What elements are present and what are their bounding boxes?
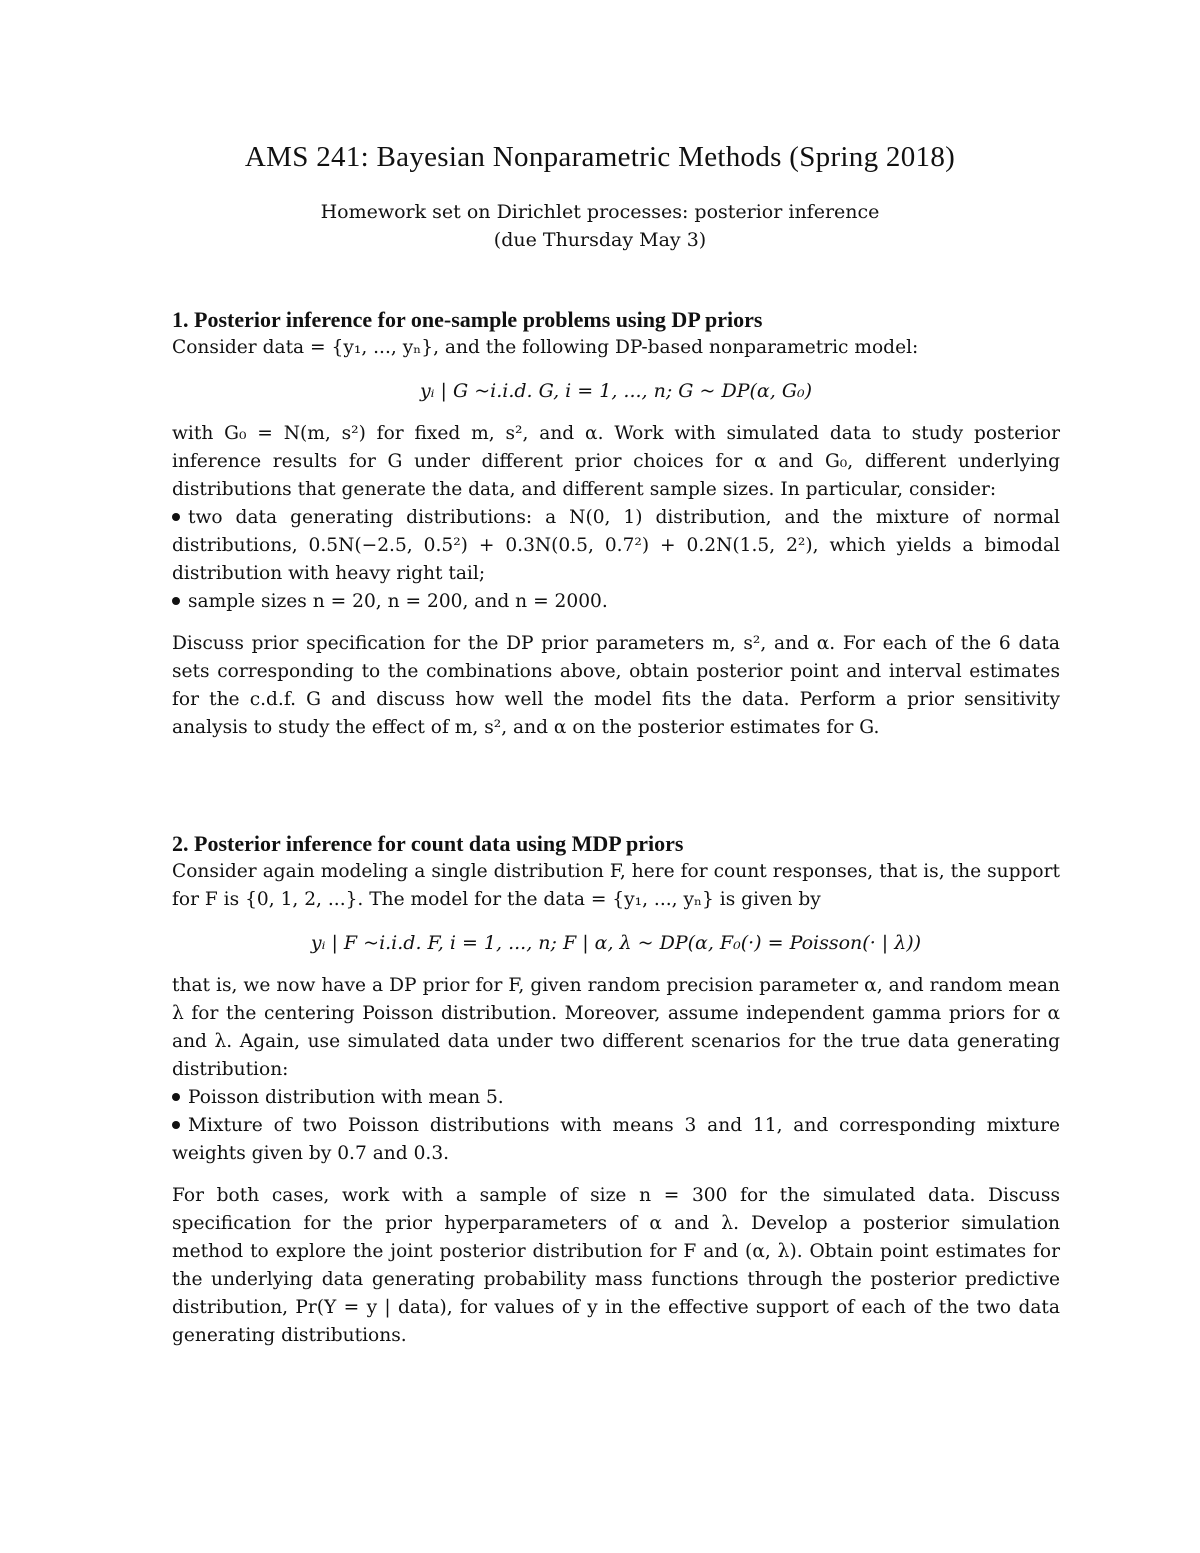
section-2-paragraph-2: For both cases, work with a sample of size n = 300 for the simulated data. Discuss specification for the prior hyperparameters of α and λ. Develop a posterior simulation method to explore the joint posterior distribution for F and (α, λ). Obtain point estimates for the underlying data generating probability mass functions through the posterior predictive distribution, Pr(Y = y | data), for values of y in the effective support of each of the two data generating distributions. <box>172 1185 1060 1346</box>
section-1-paragraph-1: with G₀ = N(m, s²) for fixed m, s², and α. Work with simulated data to study posterior inference results for G under different prior choices for α and G₀, different underlying distributions that generate the data, and different sample sizes. In particular, consider: <box>172 423 1060 500</box>
section-2-equation: yᵢ | F ~i.i.d. F, i = 1, ..., n; F | α, λ ~ DP(α, F₀(·) = Poisson(· | λ)) <box>310 932 922 954</box>
section-1-equation: yᵢ | G ~i.i.d. G, i = 1, ..., n; G ~ DP(α, G₀) <box>419 380 813 402</box>
document-subtitle: Homework set on Dirichlet processes: posterior inference <box>320 201 880 223</box>
section-2-bullet-2-text: Mixture of two Poisson distributions with means 3 and 11, and corresponding mixture weights given by 0.7 and 0.3. <box>172 1115 1060 1164</box>
section-2-bullet-1 <box>172 1084 1060 1112</box>
section-1-bullet-1-text: two data generating distributions: a N(0, 1) distribution, and the mixture of normal distributions, 0.5N(−2.5, 0.5²) + 0.3N(0.5, 0.7²) + 0.2N(1.5, 2²), which yields a bimodal distribution with heavy right tail; <box>172 507 1060 584</box>
bullet-dot <box>172 1093 180 1101</box>
section-1-heading: 1. Posterior inference for one-sample problems using DP priors <box>172 307 763 332</box>
bullet-dot <box>172 513 180 521</box>
section-1-paragraph-2: Discuss prior specification for the DP prior parameters m, s², and α. For each of the 6 data sets corresponding to the combinations above, obtain posterior point and interval estimates for the c.d.f. G and discuss how well the model fits the data. Perform a prior sensitivity analysis to study the effect of m, s², and α on the posterior estimates for G. <box>172 633 1060 738</box>
document-title: AMS 241: Bayesian Nonparametric Methods (Spring 2018) <box>244 141 956 173</box>
section-2-bullet-1-text: Poisson distribution with mean 5. <box>188 1087 504 1108</box>
section-1-intro: Consider data = {y₁, ..., yₙ}, and the following DP-based nonparametric model: <box>172 337 919 358</box>
section-1-bullet-1 <box>172 504 1060 588</box>
section-1 <box>172 306 1060 742</box>
section-2-intro: Consider again modeling a single distribution F, here for count responses, that is, the support for F is {0, 1, 2, ...}. The model for the data = {y₁, ..., yₙ} is given by <box>172 861 1060 910</box>
section-1-bullet-2-text: sample sizes n = 20, n = 200, and n = 2000. <box>188 591 608 612</box>
section-2 <box>172 830 1060 1350</box>
due-date: (due Thursday May 3) <box>493 229 707 251</box>
section-2-heading: 2. Posterior inference for count data using MDP priors <box>172 831 684 856</box>
section-1-bullet-2 <box>172 588 1060 616</box>
section-2-paragraph-1: that is, we now have a DP prior for F, given random precision parameter α, and random mean λ for the centering Poisson distribution. Moreover, assume independent gamma priors for α and λ. Again, use simulated data under two different scenarios for the true data generating distribution: <box>172 975 1060 1080</box>
section-2-bullet-2 <box>172 1112 1060 1168</box>
bullet-dot <box>172 1121 180 1129</box>
bullet-dot <box>172 597 180 605</box>
